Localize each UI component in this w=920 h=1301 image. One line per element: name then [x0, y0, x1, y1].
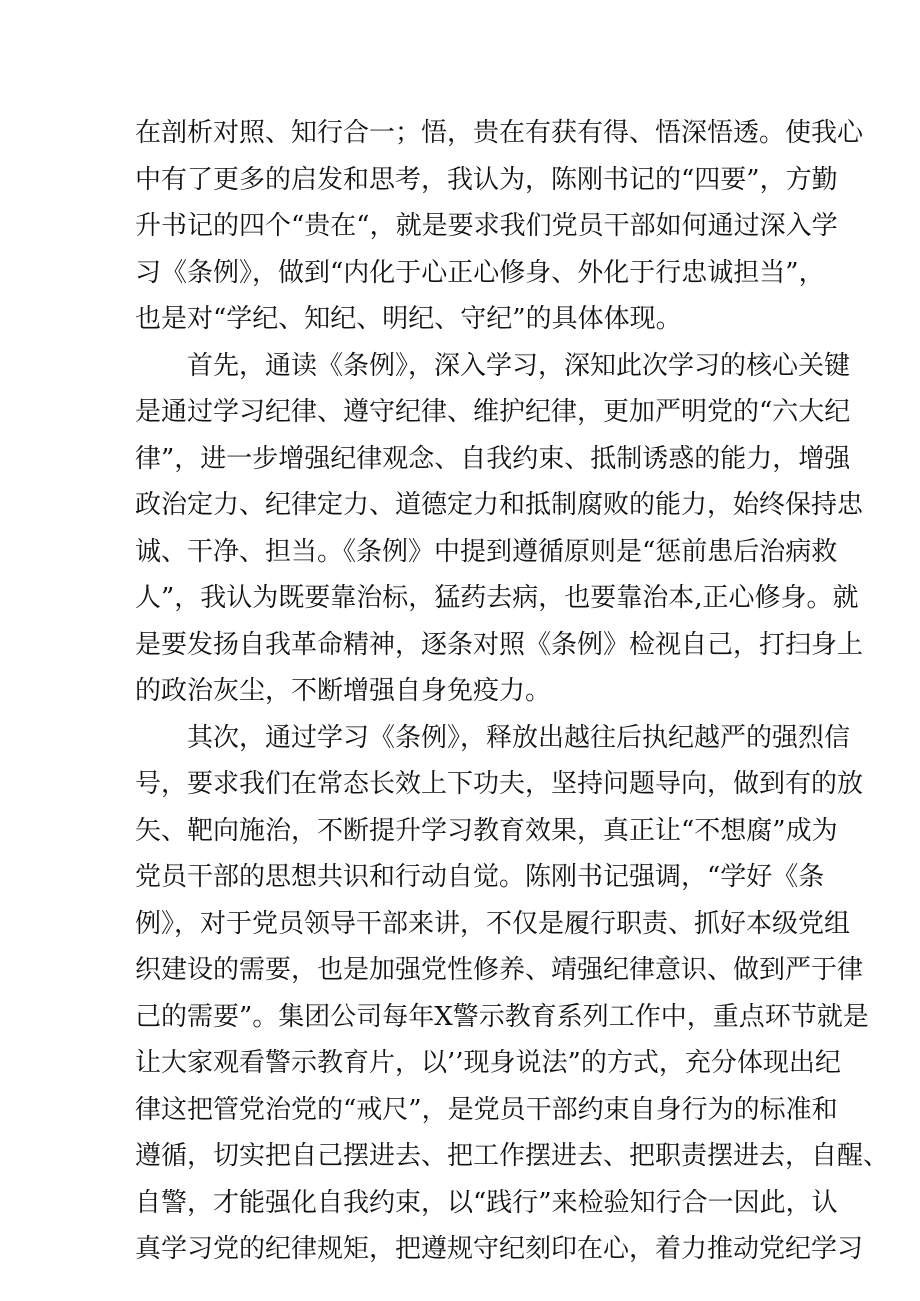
text-line: 律”，进一步增强纪律观念、自我约束、抵制诱惑的能力，增强	[135, 443, 851, 474]
text-line: 习《条例》，做到“内化于心正心修身、外化于行忠诚担当”，	[135, 257, 825, 288]
text-line: 矢、靶向施治，不断提升学习教育效果，真正让“不想腐”成为	[135, 815, 838, 846]
text-line: 首先，通读《条例》，深入学习，深知此次学习的核心关键	[187, 350, 851, 381]
text-line: 人”，我认为既要靠治标，猛药去病，也要靠治本,正心修身。就	[135, 583, 859, 613]
text-line: 党员干部的思想共识和行动自觉。陈刚书记强调，“学好《条	[135, 862, 825, 892]
text-line: 真学习党的纪律规矩，把遵规守纪刻印在心，着力推动党纪学习	[135, 1234, 864, 1264]
text-line: 号，要求我们在常态长效上下功夫，坚持问题导向，做到有的放	[135, 769, 864, 799]
text-line: 中有了更多的启发和思考，我认为，陈刚书记的“四要”，方勤	[135, 164, 838, 195]
text-line: 让大家观看警示教育片，以’’现身说法”的方式，充分体现出纪	[135, 1048, 841, 1078]
text-line: 己的需要”。集团公司每年X警示教育系列工作中，重点环节就是	[135, 1001, 869, 1032]
text-line: 在剖析对照、知行合一；悟，贵在有获有得、悟深悟透。使我心	[135, 118, 864, 148]
text-line: 升书记的四个“贵在“，就是要求我们党员干部如何通过深入学	[135, 211, 838, 241]
document-body	[135, 110, 890, 1273]
paragraph-3	[135, 715, 890, 1273]
text-line: 是通过学习纪律、遵守纪律、维护纪律，更加严明党的“六大纪	[135, 397, 851, 427]
paragraph-1	[135, 110, 864, 343]
text-line: 政治定力、纪律定力、道德定力和抵制腐败的能力，始终保持忠	[135, 490, 864, 520]
text-line: 的政治灰尘，不断增强自身免疫力。	[135, 676, 552, 706]
text-line: 其次，通过学习《条例》，释放出越往后执纪越严的强烈信	[187, 722, 851, 753]
text-line: 也是对“学纪、知纪、明纪、守纪”的具体体现。	[135, 304, 682, 334]
text-line: 遵循，切实把自己摆进去、把工作摆进去、把职责摆进去，自醒、	[135, 1141, 890, 1171]
text-line: 律这把管党治党的“戒尺”，是党员干部约束自身行为的标准和	[135, 1094, 838, 1125]
text-line: 织建设的需要，也是加强党性修养、靖强纪律意识、做到严于律	[135, 955, 864, 985]
text-line: 自警，才能强化自我约束，以“践行”来检验知行合一因此，认	[135, 1187, 838, 1218]
text-line: 是要发扬自我革命精神，逐条对照《条例》检视自己，打扫身上	[135, 629, 864, 660]
text-line: 例》，对于党员领导干部来讲，不仅是履行职责、抓好本级党组	[135, 908, 851, 939]
text-line: 诚、干净、担当。《条例》中提到遵循原则是“惩前患后治病救	[135, 536, 838, 567]
paragraph-2	[135, 343, 864, 715]
